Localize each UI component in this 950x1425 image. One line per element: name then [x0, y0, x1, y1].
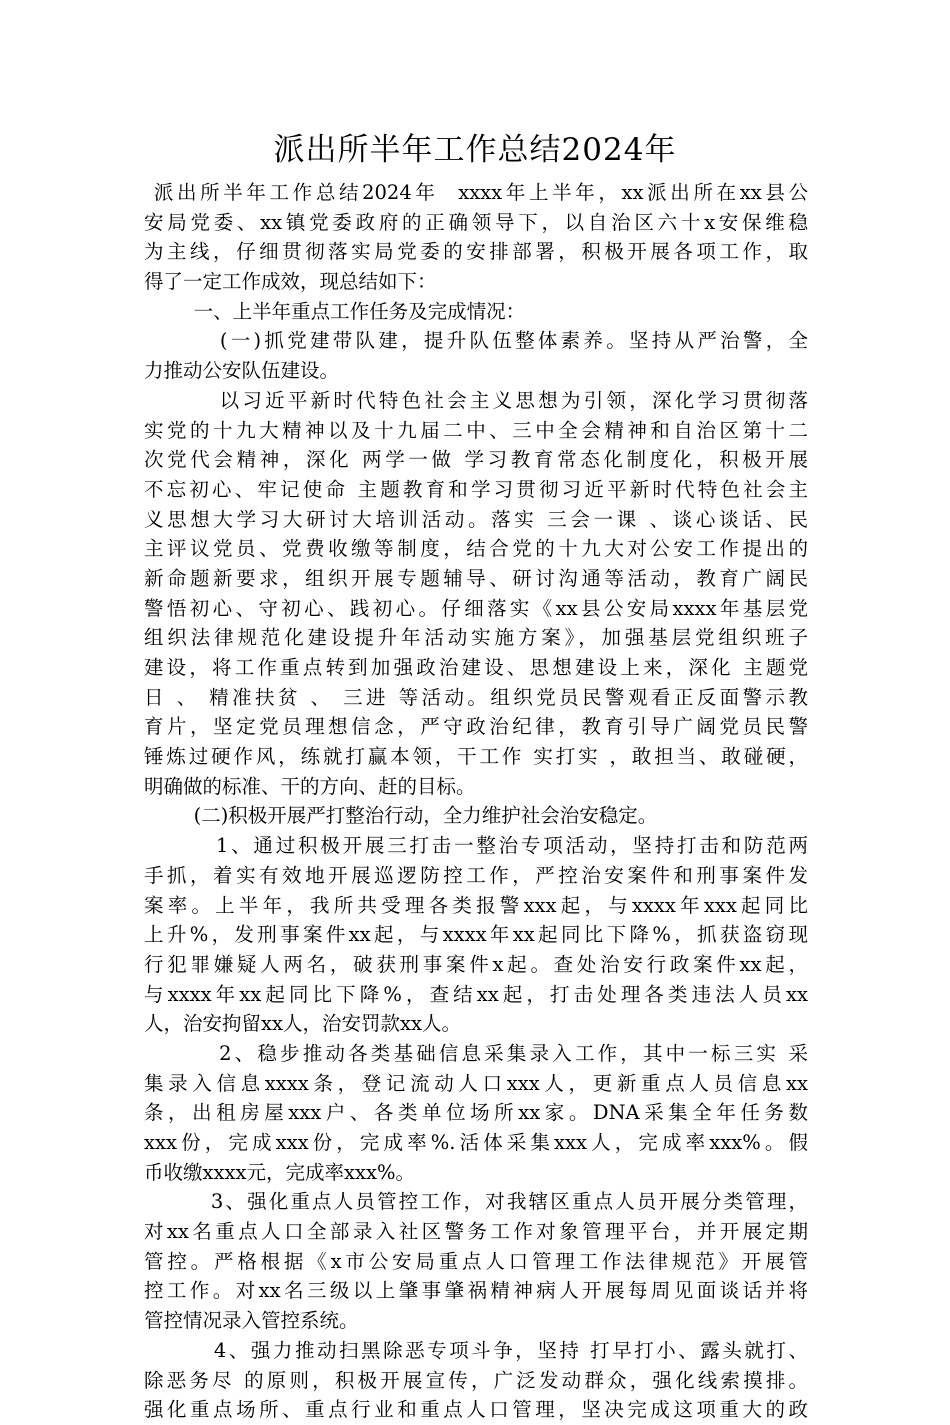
body-line: 上升%，发刑事案件xx起，与xxxx年xx起同比下降%，抓获盗窃现 [144, 923, 808, 947]
body-line: 实党的十九大精神以及十九届二中、三中全会精神和自治区第十二 [144, 418, 808, 442]
body-line: (一)抓党建带队建，提升队伍整体素养。坚持从严治警，全 [144, 329, 808, 353]
body-line: 1、通过积极开展三打击一整治专项活动，坚持打击和防范两 [144, 834, 808, 858]
body-line: 对xx名重点人口全部录入社区警务工作对象管理平台，并开展定期 [144, 1220, 808, 1244]
body-line: 一、上半年重点工作任务及完成情况： [144, 299, 526, 323]
body-line: 以习近平新时代特色社会主义思想为引领，深化学习贯彻落 [144, 388, 808, 412]
body-line: 警悟初心、守初心、践初心。仔细落实《xx县公安局xxxx年基层党 [144, 596, 808, 620]
body-line: 管控。严格根据《x市公安局重点人口管理工作法律规范》开展管 [144, 1249, 808, 1273]
body-line: 明确做的标准、干的方向、赶的目标。 [144, 774, 476, 798]
body-line: 日 、 精准扶贫 、 三进 等活动。组织党员民警观看正反面警示教 [144, 685, 808, 709]
body-line: 案率。上半年，我所共受理各类报警xxx起，与xxxx年xxx起同比 [144, 893, 808, 917]
body-line: 次党代会精神，深化 两学一做 学习教育常态化制度化，积极开展 [144, 448, 808, 472]
body-line: 主评议党员、党费收缴等制度，结合党的十九大对公安工作提出的 [144, 537, 808, 561]
body-line: 义思想大学习大研讨大培训活动。落实 三会一课 、谈心谈话、民 [144, 507, 808, 531]
body-line: 控工作。对xx名三级以上肇事肇祸精神病人开展每周见面谈话并将 [144, 1279, 808, 1303]
document-body [144, 178, 808, 1425]
body-line: 手抓，着实有效地开展巡逻防控工作，严控治安案件和刑事案件发 [144, 863, 808, 887]
body-line: 集录入信息xxxx条，登记流动人口xxx人，更新重点人员信息xx [144, 1071, 808, 1095]
body-line: 币收缴xxxx元，完成率xxx%。 [144, 1160, 416, 1184]
body-line: 管控情况录入管控系统。 [144, 1309, 359, 1333]
body-line: 组织法律规范化建设提升年活动实施方案》，加强基层党组织班子 [144, 626, 808, 650]
body-line: 为主线，仔细贯彻落实局党委的安排部署，积极开展各项工作，取 [144, 240, 808, 264]
body-line: 安局党委、xx镇党委政府的正确领导下，以自治区六十x安保维稳 [144, 210, 808, 234]
body-line: 建设，将工作重点转到加强政治建设、思想建设上来，深化 主题党 [144, 656, 808, 679]
body-line: 新命题新要求，组织开展专题辅导、研讨沟通等活动，教育广阔民 [144, 566, 808, 590]
body-line: 3、强化重点人员管控工作，对我辖区重点人员开展分类管理， [144, 1190, 808, 1214]
body-line: (二)积极开展严打整治行动，全力维护社会治安稳定。 [144, 804, 658, 828]
body-line: 力推动公安队伍建设。 [144, 359, 340, 383]
body-line: 育片，坚定党员理想信念，严守政治纪律，教育引导广阔党员民警 [144, 715, 808, 739]
body-line: 行犯罪嫌疑人两名，破获刑事案件x起。查处治安行政案件xx起， [144, 952, 808, 976]
body-line: 锤炼过硬作风，练就打赢本领，干工作 实打实 ，敢担当、敢碰硬， [144, 745, 808, 769]
body-line: 派出所半年工作总结2024年 xxxx年上半年，xx派出所在xx县公 [144, 181, 808, 204]
body-line: 人，治安拘留xx人，治安罚款xx人。 [144, 1012, 461, 1036]
body-line: 不忘初心、牢记使命 主题教育和学习贯彻习近平新时代特色社会主 [144, 477, 808, 501]
body-line: 2、稳步推动各类基础信息采集录入工作，其中一标三实 采 [144, 1041, 808, 1065]
body-line: 与xxxx年xx起同比下降%，查结xx起，打击处理各类违法人员xx [144, 982, 808, 1006]
body-line: 除恶务尽 的原则，积极开展宣传，广泛发动群众，强化线索摸排。 [144, 1368, 808, 1392]
body-line: 强化重点场所、重点行业和重点人口管理，坚决完成这项重大的政 [144, 1398, 808, 1422]
document-title: 派出所半年工作总结2024年 [273, 132, 677, 168]
body-line: 条，出租房屋xxx户、各类单位场所xx家。DNA采集全年任务数 [144, 1101, 808, 1125]
body-line: 4、强力推动扫黑除恶专项斗争，坚持 打早打小、露头就打、 [144, 1338, 808, 1362]
body-line: 得了一定工作成效，现总结如下： [144, 270, 437, 294]
body-line: xxx份，完成xxx份，完成率%.活体采集xxx人，完成率xxx%。假 [144, 1131, 808, 1154]
